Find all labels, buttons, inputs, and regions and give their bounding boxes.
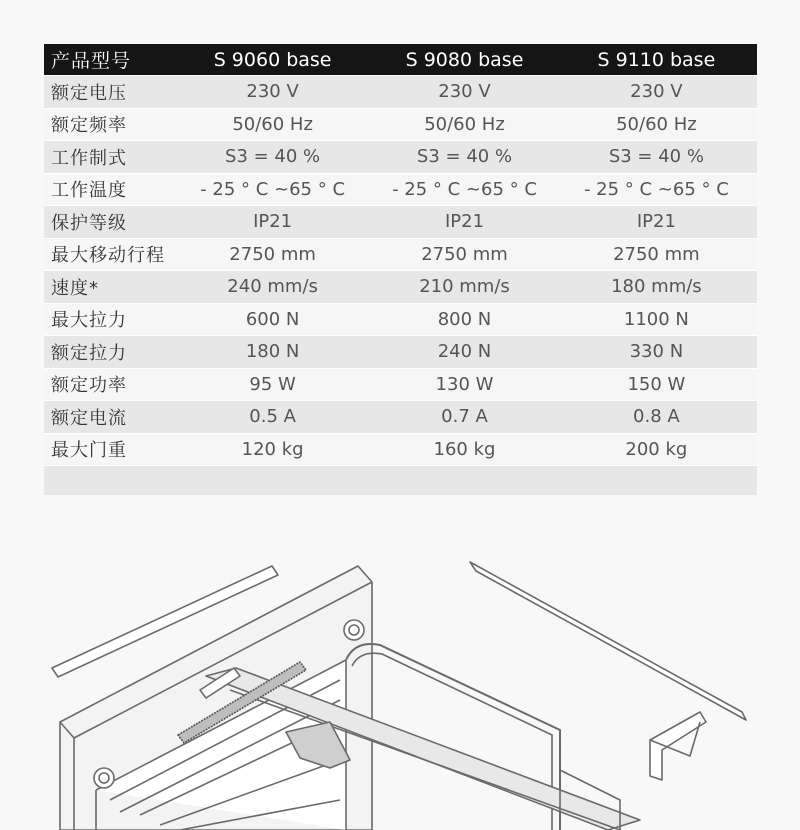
- row-value: S3 = 40 %: [225, 146, 321, 168]
- table-row: [44, 173, 757, 206]
- row-label: 额定电流: [51, 407, 127, 429]
- row-value: 50/60 Hz: [424, 113, 505, 135]
- table-row: [44, 303, 757, 336]
- row-value: 150 W: [627, 373, 686, 395]
- row-value: 2750 mm: [613, 243, 700, 265]
- header-model-3: S 9110 base: [597, 48, 716, 71]
- row-value: 230 V: [246, 81, 299, 103]
- row-value: 2750 mm: [421, 243, 508, 265]
- row-label: 最大移动行程: [51, 245, 165, 267]
- row-value: - 25 ° C ~65 ° C: [392, 178, 537, 200]
- table-row: [44, 108, 757, 141]
- row-value: 200 kg: [625, 438, 688, 460]
- spec-table: [44, 44, 757, 495]
- row-value: 240 N: [437, 341, 492, 363]
- row-value: S3 = 40 %: [608, 146, 704, 168]
- table-header-row: [44, 44, 757, 75]
- row-label: 工作温度: [51, 180, 127, 202]
- row-value: 120 kg: [241, 438, 304, 460]
- row-value: 180 N: [245, 341, 300, 363]
- row-value: 180 mm/s: [611, 276, 702, 298]
- row-value: IP21: [253, 211, 293, 233]
- header-label: 产品型号: [51, 50, 132, 72]
- table-row: [44, 270, 757, 303]
- row-value: 0.7 A: [441, 406, 488, 428]
- table-row: [44, 75, 757, 108]
- row-value: 50/60 Hz: [616, 113, 697, 135]
- header-model-1: S 9060 base: [213, 48, 332, 71]
- row-value: 330 N: [629, 341, 684, 363]
- row-value: IP21: [636, 211, 676, 233]
- garage-door-installation-drawing: [0, 540, 800, 830]
- table-row: [44, 238, 757, 271]
- row-value: - 25 ° C ~65 ° C: [583, 178, 729, 200]
- row-label: 额定电压: [51, 82, 127, 104]
- row-value: 2750 mm: [229, 243, 316, 265]
- row-value: 0.5 A: [249, 406, 296, 428]
- row-value: 230 V: [438, 81, 491, 103]
- row-value: 50/60 Hz: [232, 113, 313, 135]
- row-value: - 25 ° C ~65 ° C: [200, 178, 346, 200]
- row-value: 240 mm/s: [227, 276, 318, 298]
- row-label: 额定功率: [51, 375, 127, 397]
- row-label: 最大门重: [51, 440, 127, 462]
- row-value: 600 N: [245, 308, 300, 330]
- row-label: 最大拉力: [51, 310, 127, 332]
- row-value: S3 = 40 %: [416, 146, 513, 168]
- row-label: 额定频率: [51, 115, 127, 137]
- row-value: 800 N: [437, 308, 492, 330]
- header-model-2: S 9080 base: [405, 48, 524, 71]
- row-value: 130 W: [435, 373, 494, 395]
- table-row: [44, 368, 757, 401]
- row-label: 速度*: [51, 277, 99, 299]
- row-value: 230 V: [630, 81, 683, 103]
- row-label: 额定拉力: [51, 342, 127, 364]
- table-row: [44, 400, 757, 433]
- row-value: 160 kg: [433, 438, 496, 460]
- row-label: 工作制式: [51, 147, 127, 169]
- table-blank-row: [44, 465, 757, 495]
- table-row: [44, 140, 757, 173]
- table-row: [44, 335, 757, 368]
- table-row: [44, 205, 757, 238]
- row-value: 95 W: [249, 373, 296, 395]
- row-value: 0.8 A: [633, 406, 680, 428]
- row-label: 保护等级: [51, 212, 127, 234]
- row-value: 210 mm/s: [419, 276, 510, 298]
- row-value: IP21: [444, 211, 485, 233]
- row-value: 1100 N: [623, 308, 689, 330]
- table-row: [44, 433, 757, 466]
